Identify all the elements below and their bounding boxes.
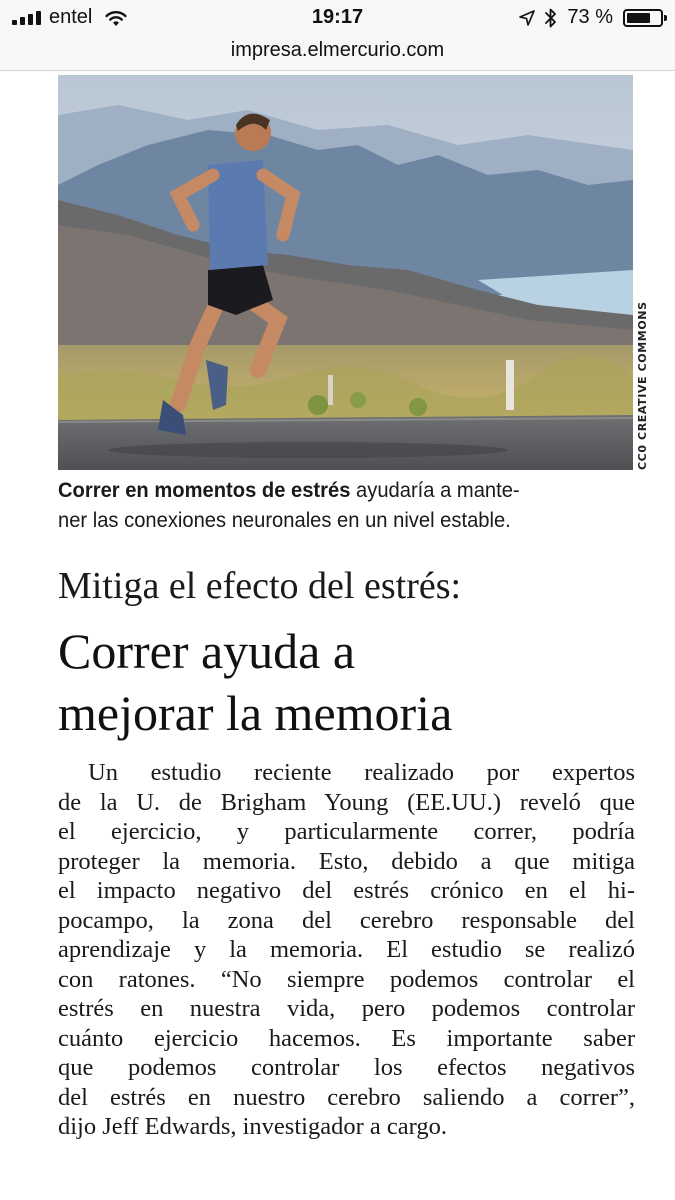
url-text[interactable]: impresa.elmercurio.com (230, 39, 445, 61)
battery-level-fill (627, 13, 650, 23)
body-line: proteger la memoria. Esto, debido a que mitiga (58, 847, 635, 875)
caption-line-1 (58, 476, 615, 506)
body-line: pocampo, la zona del cerebro responsable del (58, 906, 635, 934)
caption-line-2: ner las conexiones neuronales en un nivel estable. (58, 509, 511, 532)
status-right (519, 6, 663, 29)
body-line: que podemos controlar los efectos negativos (58, 1054, 635, 1081)
battery-tip (664, 15, 667, 21)
body-line: el ejercicio, y particularmente correr, podría (58, 818, 635, 845)
body-line: Un estudio reciente realizado por expertos (88, 759, 635, 786)
photo-caption (58, 476, 615, 536)
article-kicker: Mitiga el efecto del estrés: (58, 565, 462, 607)
photo-credit: CC0 CREATIVE COMMONS (636, 301, 649, 470)
article-photo (58, 75, 633, 470)
runner-photo-image (58, 75, 633, 470)
status-time: 19:17 (311, 6, 364, 28)
status-bar (0, 0, 675, 36)
article-body (58, 758, 635, 1142)
bluetooth-icon (545, 8, 557, 28)
caption-rest: ayudaría a mante- (350, 479, 520, 502)
body-line: de la U. de Brigham Young (EE.UU.) reveló que (58, 788, 635, 816)
body-line: dijo Jeff Edwards, investigador a cargo. (58, 1113, 447, 1140)
location-arrow-icon (519, 10, 535, 26)
caption-bold: Correr en momentos de estrés (58, 479, 351, 502)
carrier-name: entel (49, 6, 93, 28)
body-line: aprendizaje y la memoria. El estudio se realizó (58, 936, 635, 963)
body-line: estrés en nuestra vida, pero podemos controlar (58, 995, 635, 1022)
body-line: del estrés en nuestro cerebro saliendo a correr”, (58, 1083, 635, 1111)
article-headline (58, 620, 452, 744)
battery-icon (623, 9, 663, 27)
body-line: cuánto ejercicio hacemos. Es importante saber (58, 1024, 635, 1052)
headline-line: Correr ayuda a (58, 623, 356, 679)
battery-percent: 73 % (567, 6, 613, 28)
address-bar[interactable] (0, 36, 675, 71)
body-line: el impacto negativo del estrés crónico en el hi- (58, 877, 635, 904)
body-line: con ratones. “No siempre podemos controlar el (58, 965, 635, 993)
headline-line: mejorar la memoria (58, 685, 453, 741)
